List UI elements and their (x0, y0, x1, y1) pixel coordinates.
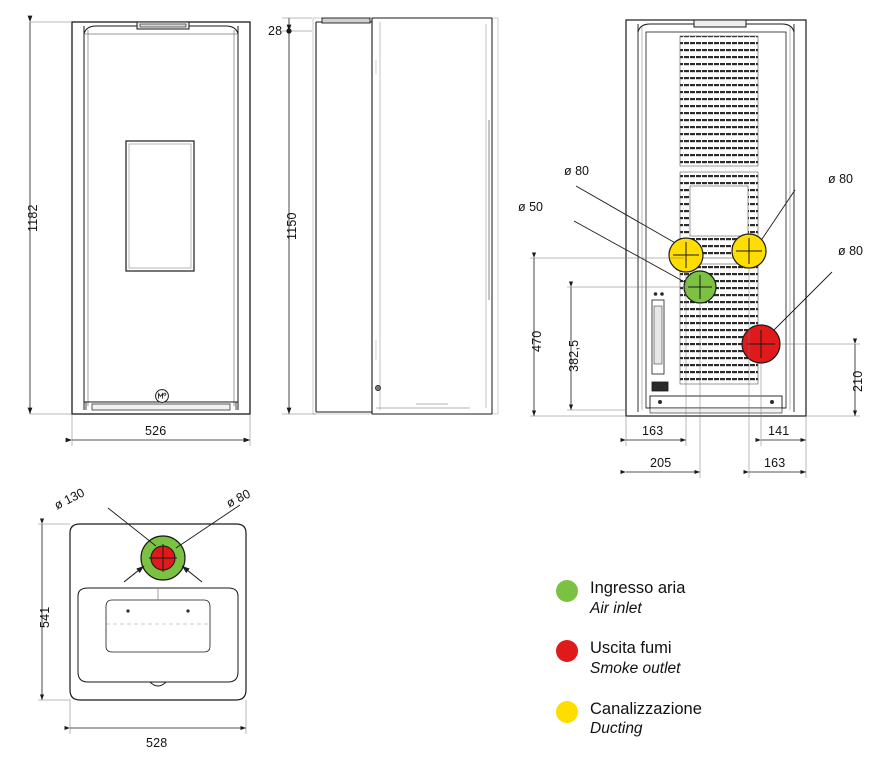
dim-top-depth: 541 (38, 606, 52, 628)
legend-item-smoke-outlet (556, 638, 856, 678)
front-view (72, 22, 250, 414)
port-ducting-left (669, 238, 703, 272)
rear-view (626, 20, 806, 416)
dim-rear-210: 210 (851, 370, 865, 392)
dim-rear-205: 205 (650, 456, 672, 470)
legend-item-ducting (556, 699, 856, 739)
callout-rear-d80-lower: ø 80 (838, 244, 864, 258)
dim-rear-141: 141 (768, 424, 790, 438)
legend-label-en: Smoke outlet (590, 659, 681, 677)
smoke-outlet-dot-icon (556, 640, 578, 662)
dim-front-height: 1182 (26, 204, 40, 232)
dim-rear-382-5: 382,5 (567, 339, 581, 372)
dim-side-top-offset: 28 (268, 24, 283, 38)
dim-top-width: 528 (146, 736, 168, 750)
callout-rear-d80-top: ø 80 (564, 164, 590, 178)
callout-rear-d50: ø 50 (518, 200, 544, 214)
port-air-inlet (684, 271, 716, 303)
air-inlet-dot-icon (556, 580, 578, 602)
legend-label-it: Ingresso aria (590, 579, 686, 597)
dim-rear-163-right: 163 (764, 456, 786, 470)
callout-rear-d80-right: ø 80 (828, 172, 854, 186)
callout-top-d80: ø 80 (224, 486, 253, 511)
callout-top-d130: ø 130 (52, 485, 87, 513)
legend-item-air-inlet (556, 578, 856, 618)
legend-label-it: Canalizzazione (590, 699, 702, 718)
dim-rear-163-left: 163 (642, 424, 664, 438)
dim-front-width: 526 (145, 424, 167, 438)
ducting-dot-icon (556, 701, 578, 723)
legend-label-it: Uscita fumi (590, 639, 672, 658)
side-view (313, 18, 498, 414)
port-smoke-outlet (742, 325, 780, 363)
legend-label-en: Ducting (590, 720, 643, 738)
legend-label-en: Air inlet (590, 599, 642, 617)
port-ducting-right (732, 234, 766, 268)
legend (556, 578, 856, 759)
dim-side-height: 1150 (285, 212, 299, 240)
dim-rear-470: 470 (530, 330, 544, 352)
